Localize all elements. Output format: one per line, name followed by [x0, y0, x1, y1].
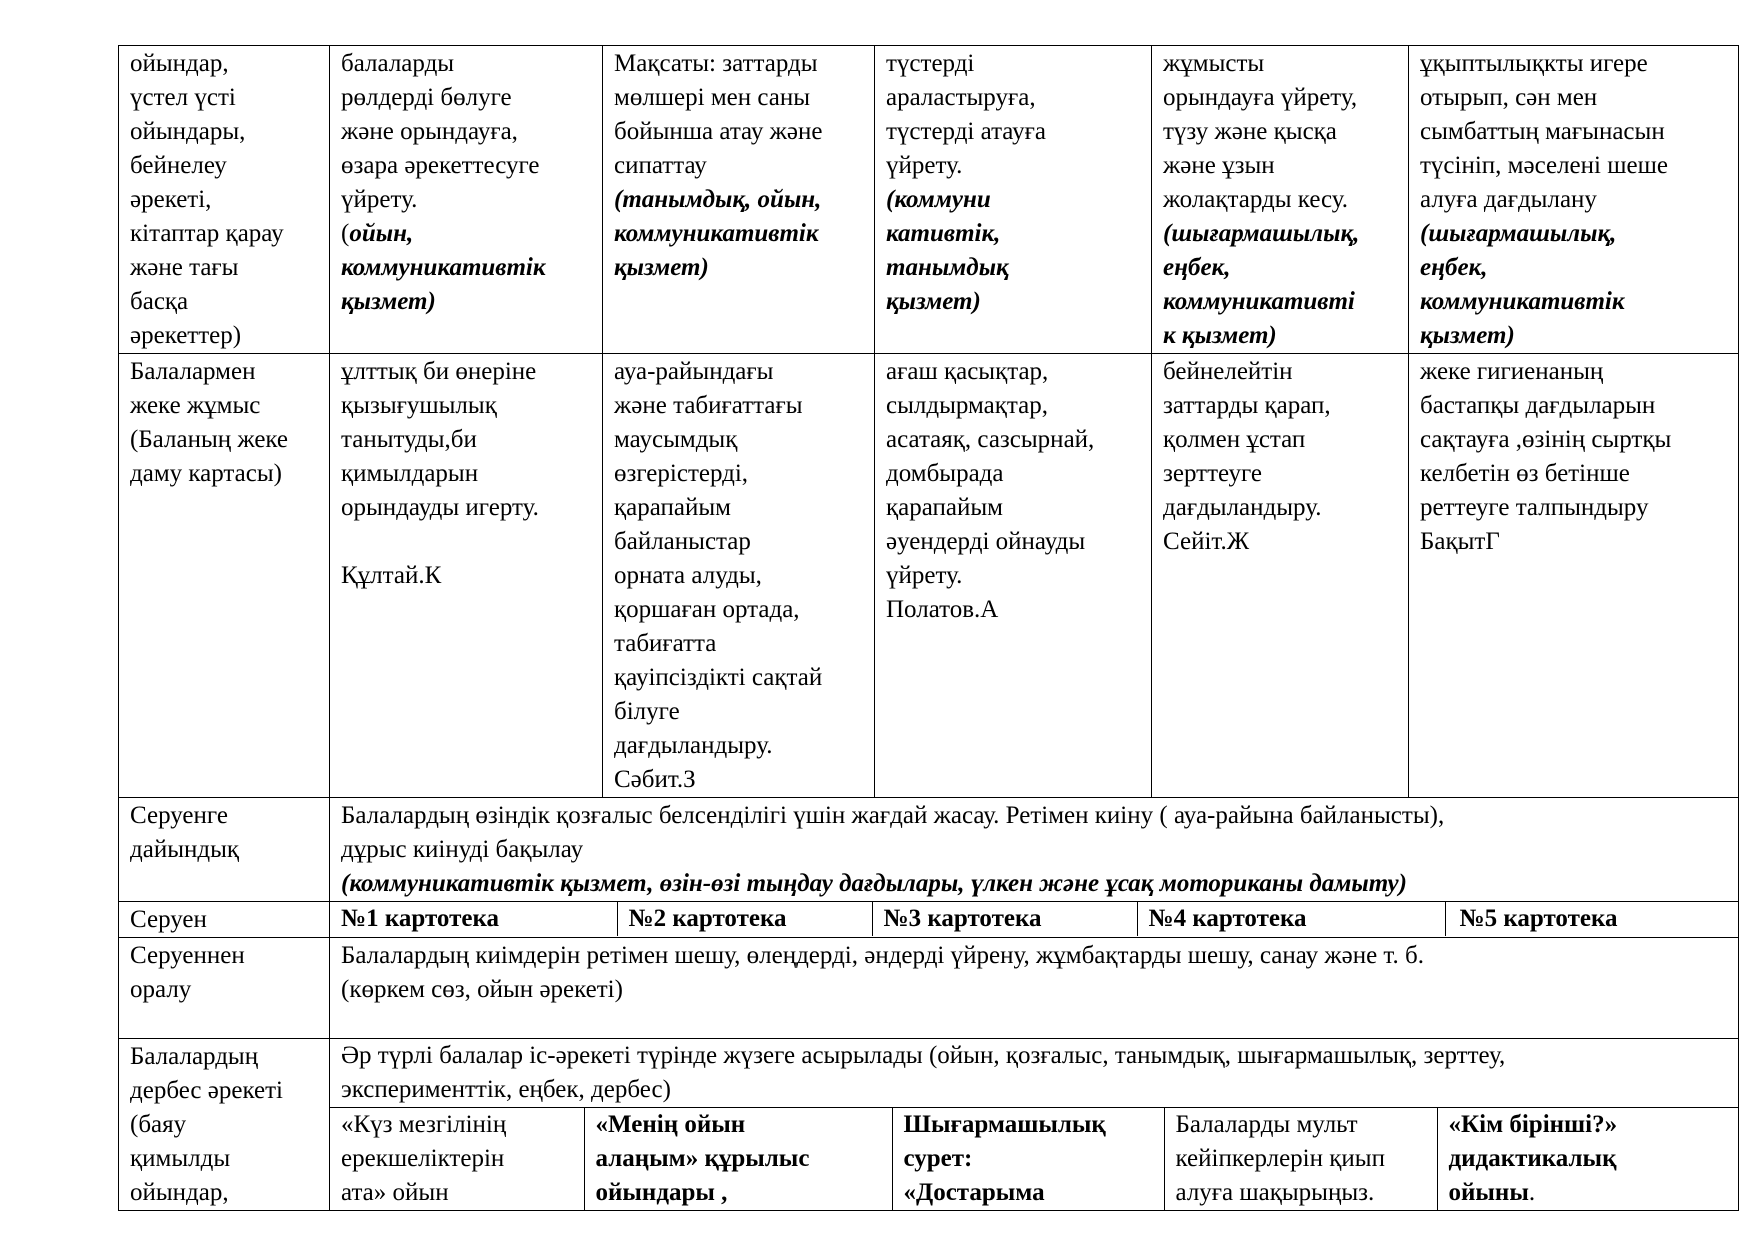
walk-row — [119, 902, 1739, 938]
plan-table — [118, 45, 1739, 1211]
walk-card-3: №3 картотека — [872, 902, 1137, 936]
row-label-individual-work: Балалармен жеке жұмыс (Баланың жеке даму картасы) — [119, 354, 330, 798]
child-name: Сәбит.З — [614, 766, 696, 793]
walk-card-4: №4 картотека — [1137, 902, 1445, 936]
row-label-return: Серуеннен оралу — [119, 938, 330, 1039]
walk-card-2: №2 картотека — [617, 902, 872, 936]
independent-day-4: Балаларды мульт кейіпкерлерін қиып алуға шақырыңыз. — [1164, 1108, 1437, 1211]
return-row — [119, 938, 1739, 1039]
individual-work-row — [119, 354, 1739, 798]
activities-day-3: түстерді араластыруға, түстерді атауға үйрету. (коммуни кативтік, танымдық қызмет) — [875, 46, 1152, 354]
independent-day-1: «Күз мезгілінің ерекшеліктерін ата» ойын — [330, 1108, 584, 1211]
independent-day-5: «Кім бірінші?» дидактикалық ойыны. — [1437, 1108, 1739, 1211]
activities-day-4: жұмысты орындауға үйрету, түзу және қысқа және ұзын жолақтарды кесу. (шығармашылық, еңбек, коммуникативті к қызмет) — [1152, 46, 1409, 354]
child-name: БақытГ — [1420, 528, 1500, 555]
individual-day-2: ауа-райындағы және табиғаттағы маусымдық өзгерістерді, қарапайым байланыстар орната алуды, қоршаған ортада, табиғатта қауіпсіздікті сақтай білуге дағдыландыру. Сәбит.З — [603, 354, 875, 798]
child-name: Сейіт.Ж — [1163, 528, 1250, 555]
activities-day-2: Мақсаты: заттарды мөлшері мен саны бойынша атау және сипаттау (танымдық, ойын, коммуникативтік қызмет) — [603, 46, 875, 354]
child-name: Құлтай.К — [341, 562, 442, 589]
walk-card-1: №1 картотека — [341, 905, 499, 932]
row-label-walk: Серуен — [119, 902, 330, 938]
row-label-activities: ойындар, үстел үсті ойындары, бейнелеу әрекеті, кітаптар қарау және тағы басқа әрекеттер) — [119, 46, 330, 354]
individual-day-5: жеке гигиенаның бастапқы дағдыларын сақтауға ,өзінің сыртқы келбетін өз бетінше реттеуге талпындыру БақытГ — [1409, 354, 1739, 798]
row-label-walk-prep: Серуенге дайындық — [119, 798, 330, 902]
individual-day-1: ұлттық би өнеріне қызығушылық танытуды,би қимылдарын орындауды игерту. Құлтай.К — [330, 354, 603, 798]
walk-cards — [330, 902, 1739, 938]
activities-row — [119, 46, 1739, 354]
activities-day-5: ұқыптылықкты игере отырып, сән мен сымбаттың мағынасын түсініп, мәселені шеше алуға дағдылану (шығармашылық, еңбек, коммуникативтік қызмет) — [1409, 46, 1739, 354]
individual-day-3: ағаш қасықтар, сылдырмақтар, асатаяқ, сазсырнай, домбырада қарапайым әуендерді ойнауды үйрету. Полатов.А — [875, 354, 1152, 798]
row-label-independent: Балалардың дербес әрекеті (баяу қимылды ойындар, — [119, 1039, 330, 1211]
walk-cards-table — [330, 902, 1739, 936]
independent-row — [119, 1039, 1739, 1211]
child-name: Полатов.А — [886, 596, 999, 623]
walk-card-5: №5 картотека — [1445, 902, 1739, 936]
walk-prep-row — [119, 798, 1739, 902]
independent-description: Әр түрлі балалар іс-әрекеті түрінде жүзеге асырылады (ойын, қозғалыс, танымдық, шығармашылық, зерттеу, эксперименттік, еңбек, дербес) — [341, 1042, 1506, 1103]
walk-prep-content: Балалардың өзіндік қозғалыс белсенділігі үшін жағдай жасау. Ретімен киіну ( ауа-райына байланысты), дұрыс киінуді бақылау (коммуникативтік қызмет, өзін-өзі тыңдау дағдылары, үлкен және ұсақ моториканы дамыту) — [330, 798, 1739, 902]
independent-table — [330, 1039, 1739, 1210]
independent-day-2: «Менің ойын алаңым» құрылыс ойындары , — [584, 1108, 892, 1211]
independent-content — [330, 1039, 1739, 1211]
individual-day-4: бейнелейтін заттарды қарап, қолмен ұстап зерттеуге дағдыландыру. Сейіт.Ж — [1152, 354, 1409, 798]
return-content: Балалардың киімдерін ретімен шешу, өлеңдерді, әндерді үйрену, жұмбақтарды шешу, санау және т. б. (көркем сөз, ойын әрекеті) — [330, 938, 1739, 1039]
document-page — [118, 45, 1738, 1211]
activities-day-1: балаларды рөлдерді бөлуге және орындауға, өзара әрекеттесуге үйрету. (ойын, коммуникативтік қызмет) — [330, 46, 603, 354]
independent-day-3: Шығармашылық сурет: «Достарыма — [892, 1108, 1164, 1211]
